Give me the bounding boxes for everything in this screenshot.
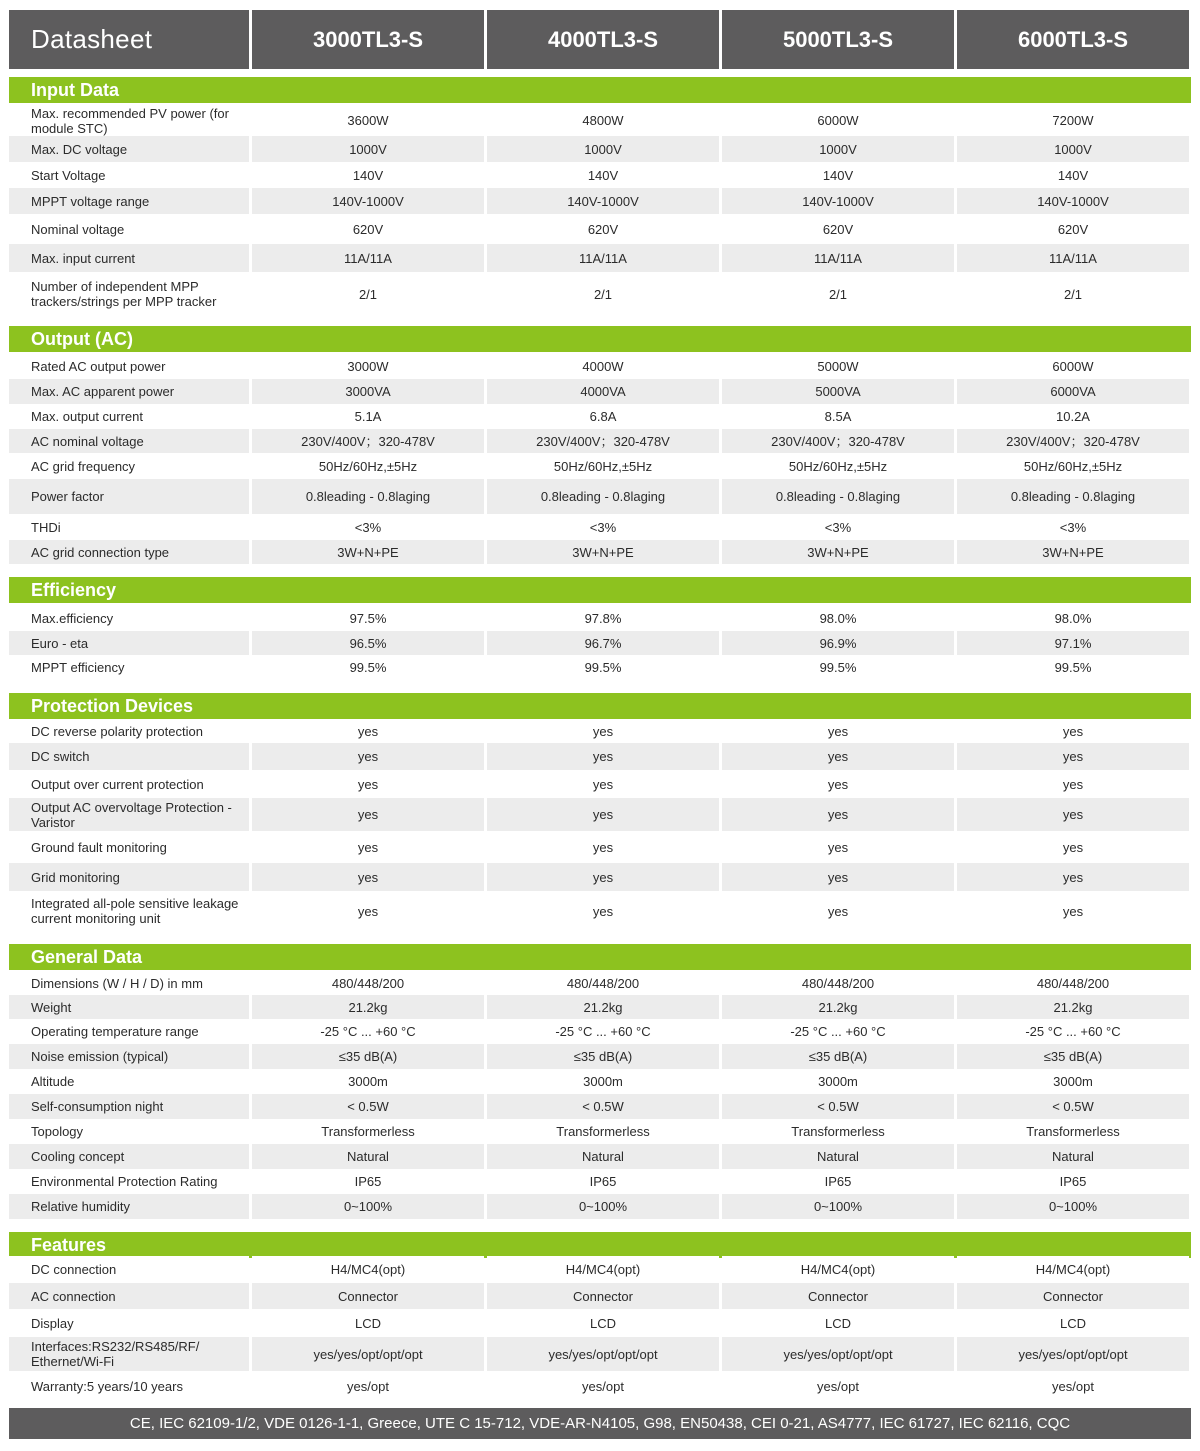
- spec-value: 140V: [722, 162, 954, 188]
- spec-value: 140V-1000V: [252, 188, 484, 214]
- spec-value: IP65: [957, 1169, 1189, 1194]
- certifications-footer: CE, IEC 62109-1/2, VDE 0126-1-1, Greece, UTE C 15-712, VDE-AR-N4105, G98, EN50438, CEI 0-21, AS4777, IEC 61727, IEC 62116, CQC: [9, 1408, 1191, 1439]
- spec-value: 96.9%: [722, 631, 954, 655]
- table-row: [9, 1194, 1191, 1219]
- table-row: [9, 162, 1191, 188]
- table-row: [9, 1019, 1191, 1044]
- spec-value: 480/448/200: [487, 971, 719, 995]
- table-row: [9, 188, 1191, 214]
- spec-value: yes/opt: [722, 1371, 954, 1401]
- spec-value: 3000m: [252, 1069, 484, 1094]
- spec-value: yes: [722, 770, 954, 798]
- spec-value: yes: [487, 863, 719, 891]
- datasheet-title: Datasheet: [9, 10, 249, 69]
- spec-label: Warranty:5 years/10 years: [9, 1371, 249, 1401]
- spec-label: AC nominal voltage: [9, 429, 249, 453]
- spec-value: Natural: [252, 1144, 484, 1169]
- spec-value: <3%: [722, 514, 954, 540]
- spec-value: 50Hz/60Hz,±5Hz: [252, 453, 484, 479]
- table-row: [9, 244, 1191, 272]
- spec-label: AC connection: [9, 1283, 249, 1309]
- spec-value: 4000W: [487, 354, 719, 379]
- spec-value: yes: [487, 720, 719, 743]
- model-header-6000: 6000TL3-S: [957, 10, 1189, 69]
- spec-label: Ground fault monitoring: [9, 831, 249, 863]
- spec-value: yes: [487, 798, 719, 831]
- spec-value: 480/448/200: [252, 971, 484, 995]
- table-row: [9, 863, 1191, 891]
- spec-value: -25 °C ... +60 °C: [722, 1019, 954, 1044]
- table-row: [9, 1256, 1191, 1283]
- spec-value: Transformerless: [487, 1119, 719, 1144]
- spec-label: Interfaces:RS232/RS485/RF/ Ethernet/Wi-Fi: [9, 1337, 249, 1371]
- spec-value: 97.8%: [487, 605, 719, 631]
- table-row: [9, 743, 1191, 770]
- spec-value: 10.2A: [957, 404, 1189, 429]
- spec-value: 96.5%: [252, 631, 484, 655]
- spec-value: yes/yes/opt/opt/opt: [957, 1337, 1189, 1371]
- spec-value: yes: [252, 720, 484, 743]
- spec-value: 1000V: [252, 136, 484, 162]
- spec-label: Number of independent MPP trackers/strings per MPP tracker: [9, 272, 249, 316]
- spec-value: 97.5%: [252, 605, 484, 631]
- table-row: [9, 479, 1191, 514]
- spec-value: 98.0%: [722, 605, 954, 631]
- spec-value: 96.7%: [487, 631, 719, 655]
- spec-value: yes: [957, 798, 1189, 831]
- spec-label: Max. recommended PV power (for module STC): [9, 105, 249, 136]
- spec-value: 2/1: [487, 272, 719, 316]
- table-row: [9, 105, 1191, 136]
- spec-value: 6000W: [722, 105, 954, 136]
- spec-value: -25 °C ... +60 °C: [487, 1019, 719, 1044]
- spec-value: 140V: [252, 162, 484, 188]
- spec-value: 0.8leading - 0.8laging: [722, 479, 954, 514]
- spec-value: <3%: [957, 514, 1189, 540]
- spec-value: 98.0%: [957, 605, 1189, 631]
- table-row: [9, 1144, 1191, 1169]
- spec-value: -25 °C ... +60 °C: [957, 1019, 1189, 1044]
- spec-value: 1000V: [957, 136, 1189, 162]
- spec-value: 5.1A: [252, 404, 484, 429]
- spec-value: yes: [487, 831, 719, 863]
- spec-value: 620V: [957, 214, 1189, 244]
- spec-value: H4/MC4(opt): [957, 1256, 1189, 1283]
- spec-value: Connector: [252, 1283, 484, 1309]
- spec-value: 3000m: [957, 1069, 1189, 1094]
- spec-value: 140V-1000V: [722, 188, 954, 214]
- table-row: [9, 540, 1191, 564]
- spec-value: < 0.5W: [487, 1094, 719, 1119]
- spec-value: 5000W: [722, 354, 954, 379]
- spec-value: 3600W: [252, 105, 484, 136]
- spec-value: yes: [252, 798, 484, 831]
- spec-value: ≤35 dB(A): [252, 1044, 484, 1069]
- spec-value: yes/opt: [957, 1371, 1189, 1401]
- table-row: [9, 971, 1191, 995]
- spec-label: Power factor: [9, 479, 249, 514]
- spec-value: 1000V: [722, 136, 954, 162]
- table-row: [9, 514, 1191, 540]
- spec-label: Environmental Protection Rating: [9, 1169, 249, 1194]
- spec-value: 2/1: [722, 272, 954, 316]
- spec-value: IP65: [722, 1169, 954, 1194]
- spec-value: Natural: [722, 1144, 954, 1169]
- spec-value: 97.1%: [957, 631, 1189, 655]
- section-title: Output (AC): [9, 326, 1191, 352]
- table-row: [9, 272, 1191, 316]
- spec-value: -25 °C ... +60 °C: [252, 1019, 484, 1044]
- spec-value: yes: [957, 720, 1189, 743]
- spec-value: 0.8leading - 0.8laging: [487, 479, 719, 514]
- spec-value: < 0.5W: [722, 1094, 954, 1119]
- spec-value: 7200W: [957, 105, 1189, 136]
- spec-value: yes/opt: [487, 1371, 719, 1401]
- table-row: [9, 1044, 1191, 1069]
- spec-value: ≤35 dB(A): [487, 1044, 719, 1069]
- spec-value: 6.8A: [487, 404, 719, 429]
- spec-value: 0~100%: [252, 1194, 484, 1219]
- spec-label: Max. input current: [9, 244, 249, 272]
- spec-value: Connector: [722, 1283, 954, 1309]
- table-row: [9, 995, 1191, 1019]
- spec-label: DC switch: [9, 743, 249, 770]
- spec-value: 3W+N+PE: [957, 540, 1189, 564]
- datasheet-header: [9, 10, 1191, 69]
- spec-value: 11A/11A: [722, 244, 954, 272]
- spec-value: 21.2kg: [957, 995, 1189, 1019]
- spec-value: 50Hz/60Hz,±5Hz: [957, 453, 1189, 479]
- table-row: [9, 354, 1191, 379]
- spec-value: 230V/400V；320-478V: [722, 429, 954, 453]
- spec-value: 140V: [957, 162, 1189, 188]
- spec-label: Start Voltage: [9, 162, 249, 188]
- spec-value: yes: [487, 743, 719, 770]
- spec-label: Output over current protection: [9, 770, 249, 798]
- spec-label: Relative humidity: [9, 1194, 249, 1219]
- table-row: [9, 453, 1191, 479]
- table-row: [9, 831, 1191, 863]
- spec-value: 2/1: [957, 272, 1189, 316]
- spec-value: yes: [252, 891, 484, 931]
- spec-value: 99.5%: [252, 655, 484, 680]
- table-row: [9, 379, 1191, 404]
- spec-label: Max. output current: [9, 404, 249, 429]
- spec-label: AC grid frequency: [9, 453, 249, 479]
- spec-label: Cooling concept: [9, 1144, 249, 1169]
- spec-value: 6000VA: [957, 379, 1189, 404]
- spec-value: LCD: [957, 1309, 1189, 1337]
- spec-value: <3%: [487, 514, 719, 540]
- spec-value: 11A/11A: [487, 244, 719, 272]
- spec-value: 50Hz/60Hz,±5Hz: [722, 453, 954, 479]
- spec-value: ≤35 dB(A): [722, 1044, 954, 1069]
- spec-value: IP65: [252, 1169, 484, 1194]
- spec-label: Max. AC apparent power: [9, 379, 249, 404]
- spec-value: 6000W: [957, 354, 1189, 379]
- table-row: [9, 798, 1191, 831]
- spec-value: 0~100%: [722, 1194, 954, 1219]
- spec-value: 8.5A: [722, 404, 954, 429]
- spec-label: Noise emission (typical): [9, 1044, 249, 1069]
- table-row: [9, 891, 1191, 931]
- spec-value: Natural: [487, 1144, 719, 1169]
- spec-value: ≤35 dB(A): [957, 1044, 1189, 1069]
- spec-value: 3000VA: [252, 379, 484, 404]
- spec-value: 4800W: [487, 105, 719, 136]
- spec-value: yes: [722, 798, 954, 831]
- spec-label: Display: [9, 1309, 249, 1337]
- table-row: [9, 770, 1191, 798]
- section-title: Input Data: [9, 77, 1191, 103]
- spec-value: yes: [957, 770, 1189, 798]
- spec-value: 620V: [487, 214, 719, 244]
- table-row: [9, 1094, 1191, 1119]
- section-title: Efficiency: [9, 577, 1191, 603]
- table-row: [9, 136, 1191, 162]
- spec-label: AC grid connection type: [9, 540, 249, 564]
- table-row: [9, 404, 1191, 429]
- spec-value: 3000m: [487, 1069, 719, 1094]
- spec-value: yes: [957, 891, 1189, 931]
- spec-value: LCD: [487, 1309, 719, 1337]
- table-row: [9, 1119, 1191, 1144]
- table-row: [9, 1337, 1191, 1371]
- spec-label: Integrated all-pole sensitive leakage current monitoring unit: [9, 891, 249, 931]
- spec-value: 99.5%: [722, 655, 954, 680]
- spec-value: yes: [957, 863, 1189, 891]
- spec-label: Self-consumption night: [9, 1094, 249, 1119]
- table-row: [9, 605, 1191, 631]
- spec-label: MPPT efficiency: [9, 655, 249, 680]
- table-row: [9, 214, 1191, 244]
- spec-label: Nominal voltage: [9, 214, 249, 244]
- spec-value: yes: [722, 891, 954, 931]
- spec-value: yes: [487, 891, 719, 931]
- spec-value: 3000m: [722, 1069, 954, 1094]
- spec-value: yes/yes/opt/opt/opt: [252, 1337, 484, 1371]
- spec-label: Max. DC voltage: [9, 136, 249, 162]
- spec-value: 3W+N+PE: [487, 540, 719, 564]
- spec-value: 21.2kg: [252, 995, 484, 1019]
- table-row: [9, 655, 1191, 680]
- spec-value: 21.2kg: [722, 995, 954, 1019]
- spec-value: yes: [722, 743, 954, 770]
- spec-value: 230V/400V；320-478V: [487, 429, 719, 453]
- spec-value: yes: [252, 831, 484, 863]
- spec-value: 11A/11A: [252, 244, 484, 272]
- section-title: General Data: [9, 944, 1191, 970]
- spec-value: 140V-1000V: [957, 188, 1189, 214]
- spec-value: LCD: [252, 1309, 484, 1337]
- table-row: [9, 720, 1191, 743]
- spec-value: 0~100%: [487, 1194, 719, 1219]
- spec-value: yes: [722, 720, 954, 743]
- table-row: [9, 1371, 1191, 1401]
- spec-value: 2/1: [252, 272, 484, 316]
- spec-value: 1000V: [487, 136, 719, 162]
- spec-label: Operating temperature range: [9, 1019, 249, 1044]
- spec-value: Transformerless: [252, 1119, 484, 1144]
- spec-value: 3000W: [252, 354, 484, 379]
- spec-value: 4000VA: [487, 379, 719, 404]
- spec-value: Transformerless: [722, 1119, 954, 1144]
- spec-value: 140V-1000V: [487, 188, 719, 214]
- spec-value: 480/448/200: [957, 971, 1189, 995]
- spec-value: 480/448/200: [722, 971, 954, 995]
- table-row: [9, 1283, 1191, 1309]
- spec-label: Topology: [9, 1119, 249, 1144]
- spec-value: H4/MC4(opt): [722, 1256, 954, 1283]
- spec-value: H4/MC4(opt): [252, 1256, 484, 1283]
- spec-value: yes: [252, 743, 484, 770]
- spec-value: yes/opt: [252, 1371, 484, 1401]
- spec-value: 230V/400V；320-478V: [252, 429, 484, 453]
- spec-value: < 0.5W: [252, 1094, 484, 1119]
- table-row: [9, 1169, 1191, 1194]
- spec-value: 99.5%: [957, 655, 1189, 680]
- spec-value: yes/yes/opt/opt/opt: [487, 1337, 719, 1371]
- spec-value: Transformerless: [957, 1119, 1189, 1144]
- model-header-5000: 5000TL3-S: [722, 10, 954, 69]
- spec-label: Dimensions (W / H / D) in mm: [9, 971, 249, 995]
- spec-value: 99.5%: [487, 655, 719, 680]
- spec-value: yes: [957, 743, 1189, 770]
- section-title: Protection Devices: [9, 693, 1191, 719]
- spec-label: Weight: [9, 995, 249, 1019]
- spec-label: Altitude: [9, 1069, 249, 1094]
- spec-value: 3W+N+PE: [722, 540, 954, 564]
- spec-value: 11A/11A: [957, 244, 1189, 272]
- spec-value: 230V/400V；320-478V: [957, 429, 1189, 453]
- spec-value: 0.8leading - 0.8laging: [252, 479, 484, 514]
- spec-label: DC connection: [9, 1256, 249, 1283]
- spec-label: Rated AC output power: [9, 354, 249, 379]
- spec-value: 5000VA: [722, 379, 954, 404]
- model-header-4000: 4000TL3-S: [487, 10, 719, 69]
- spec-value: yes: [722, 831, 954, 863]
- spec-value: 50Hz/60Hz,±5Hz: [487, 453, 719, 479]
- spec-value: <3%: [252, 514, 484, 540]
- spec-label: DC reverse polarity protection: [9, 720, 249, 743]
- spec-value: LCD: [722, 1309, 954, 1337]
- spec-label: MPPT voltage range: [9, 188, 249, 214]
- section-title: Features: [9, 1232, 1191, 1258]
- spec-value: H4/MC4(opt): [487, 1256, 719, 1283]
- spec-value: 0.8leading - 0.8laging: [957, 479, 1189, 514]
- spec-label: THDi: [9, 514, 249, 540]
- spec-value: Connector: [957, 1283, 1189, 1309]
- spec-value: 140V: [487, 162, 719, 188]
- spec-value: Connector: [487, 1283, 719, 1309]
- spec-label: Output AC overvoltage Protection - Varistor: [9, 798, 249, 831]
- spec-label: Max.efficiency: [9, 605, 249, 631]
- table-row: [9, 1069, 1191, 1094]
- spec-value: yes: [487, 770, 719, 798]
- spec-value: 620V: [722, 214, 954, 244]
- spec-value: Natural: [957, 1144, 1189, 1169]
- spec-value: IP65: [487, 1169, 719, 1194]
- spec-value: 21.2kg: [487, 995, 719, 1019]
- spec-value: yes: [957, 831, 1189, 863]
- table-row: [9, 429, 1191, 453]
- model-header-3000: 3000TL3-S: [252, 10, 484, 69]
- spec-value: yes: [252, 770, 484, 798]
- spec-label: Euro - eta: [9, 631, 249, 655]
- table-row: [9, 631, 1191, 655]
- spec-value: yes: [252, 863, 484, 891]
- spec-value: 620V: [252, 214, 484, 244]
- spec-label: Grid monitoring: [9, 863, 249, 891]
- spec-value: 3W+N+PE: [252, 540, 484, 564]
- spec-value: 0~100%: [957, 1194, 1189, 1219]
- table-row: [9, 1309, 1191, 1337]
- spec-value: yes/yes/opt/opt/opt: [722, 1337, 954, 1371]
- spec-value: yes: [722, 863, 954, 891]
- spec-value: < 0.5W: [957, 1094, 1189, 1119]
